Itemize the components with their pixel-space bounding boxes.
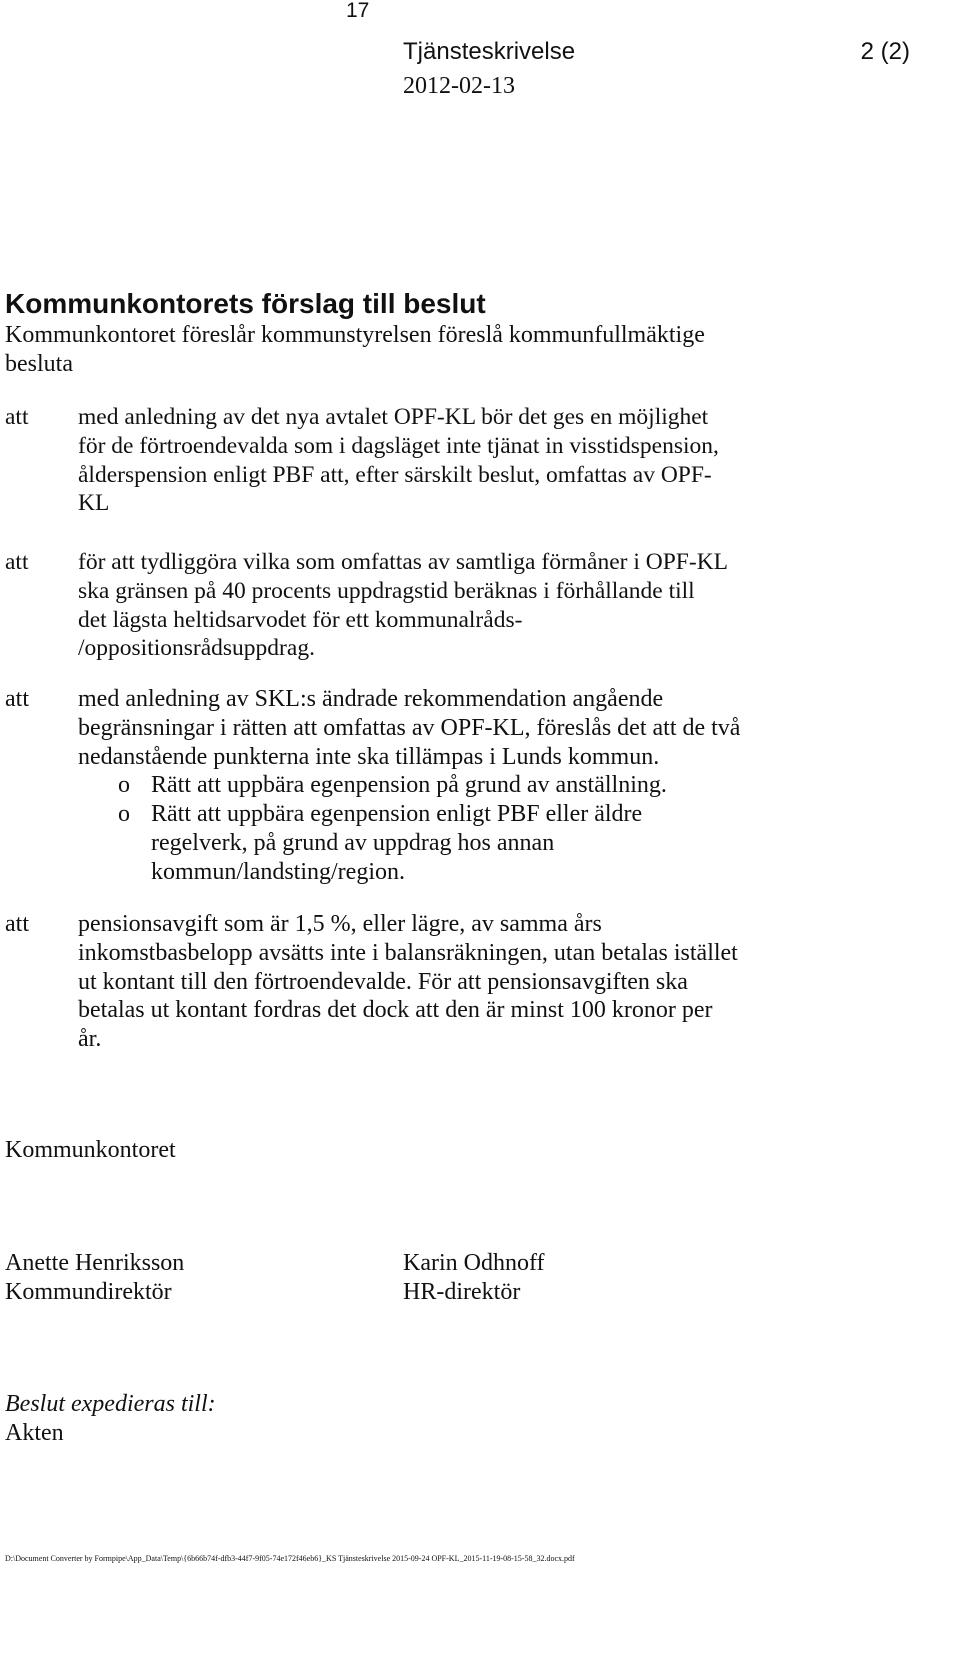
item-line: begränsningar i rätten att omfattas av OPF-KL, föreslås det att de två bbox=[78, 714, 741, 741]
bullet-line: Rätt att uppbära egenpension på grund av anställning. bbox=[151, 772, 667, 799]
item-content bbox=[78, 685, 955, 887]
item-label: att bbox=[5, 686, 29, 712]
item-content bbox=[78, 548, 955, 663]
page-number: 17 bbox=[346, 0, 370, 22]
signatory-title: Kommundirektör bbox=[5, 1278, 172, 1305]
item-line: ska gränsen på 40 procents uppdragstid beräknas i förhållande till bbox=[78, 577, 695, 604]
distribution bbox=[5, 1390, 216, 1448]
item-line: ut kontant till den förtroendevalde. För att pensionsavgiften ska bbox=[78, 968, 688, 995]
item-content bbox=[78, 403, 955, 518]
bullet-line: Rätt att uppbära egenpension enligt PBF eller äldre bbox=[151, 801, 643, 828]
bullet-line: kommun/landsting/region. bbox=[151, 858, 405, 885]
distribution-label: Beslut expedieras till: bbox=[5, 1391, 216, 1417]
item-line: /oppositionsrådsuppdrag. bbox=[78, 635, 315, 662]
document-date: 2012-02-13 bbox=[403, 73, 515, 99]
item-line: det lägsta heltidsarvodet för ett kommunalråds- bbox=[78, 606, 523, 633]
item-line: KL bbox=[78, 490, 110, 517]
item-line: för de förtroendevalda som i dagsläget inte tjänat in visstidspension, bbox=[78, 432, 719, 459]
item-line: nedanstående punkterna inte ska tillämpas i Lunds kommun. bbox=[78, 743, 660, 770]
item-label: att bbox=[5, 549, 29, 575]
item-line: betalas ut kontant fordras det dock att den är minst 100 kronor per bbox=[78, 997, 713, 1024]
signatory bbox=[403, 1249, 545, 1307]
item-line: med anledning av det nya avtalet OPF-KL bör det ges en möjlighet bbox=[78, 404, 709, 430]
page-count: 2 (2) bbox=[860, 38, 910, 65]
item-line: med anledning av SKL:s ändrade rekommendation angående bbox=[78, 686, 664, 712]
item-content bbox=[78, 910, 955, 1054]
proposal-item bbox=[5, 685, 955, 887]
signatory-name: Anette Henriksson bbox=[5, 1250, 185, 1276]
intro-line: besluta bbox=[5, 350, 73, 377]
document-type: Tjänsteskrivelse bbox=[403, 38, 576, 65]
proposal-item bbox=[5, 548, 955, 663]
footer-file-path: D:\Document Converter by Formpipe\App_Data\Temp\{6b66b74f-dfb3-44f7-9f05-74e172f46eb6}_KS Tjänsteskrivelse 2015-09-24 OPF-KL_2015-11-19-08-15-58_32.docx.pdf bbox=[5, 1554, 575, 1563]
item-label: att bbox=[5, 911, 29, 937]
bullet-item bbox=[78, 800, 955, 886]
intro-paragraph bbox=[5, 321, 705, 379]
signatory-name: Karin Odhnoff bbox=[403, 1250, 545, 1276]
item-line: pensionsavgift som är 1,5 %, eller lägre, av samma års bbox=[78, 911, 602, 937]
item-line: år. bbox=[78, 1026, 102, 1053]
section-heading: Kommunkontorets förslag till beslut bbox=[5, 288, 486, 319]
item-line: inkomstbasbelopp avsätts inte i balansräkningen, utan betalas istället bbox=[78, 939, 738, 966]
intro-line: Kommunkontoret föreslår kommunstyrelsen föreslå kommunfullmäktige bbox=[5, 322, 705, 348]
bullet-item bbox=[78, 771, 955, 800]
proposal-item bbox=[5, 910, 955, 1054]
bullet-marker: o bbox=[118, 801, 130, 828]
bullet-marker: o bbox=[118, 772, 130, 799]
signatory-title: HR-direktör bbox=[403, 1278, 521, 1305]
item-label: att bbox=[5, 404, 29, 430]
bullet-line: regelverk, på grund av uppdrag hos annan bbox=[151, 829, 555, 856]
distribution-recipient: Akten bbox=[5, 1419, 64, 1446]
proposal-item bbox=[5, 403, 955, 518]
item-line: för att tydliggöra vilka som omfattas av samtliga förmåner i OPF-KL bbox=[78, 549, 729, 575]
sender: Kommunkontoret bbox=[5, 1137, 176, 1163]
signatory bbox=[5, 1249, 184, 1307]
item-line: ålderspension enligt PBF att, efter särskilt beslut, omfattas av OPF- bbox=[78, 461, 712, 488]
